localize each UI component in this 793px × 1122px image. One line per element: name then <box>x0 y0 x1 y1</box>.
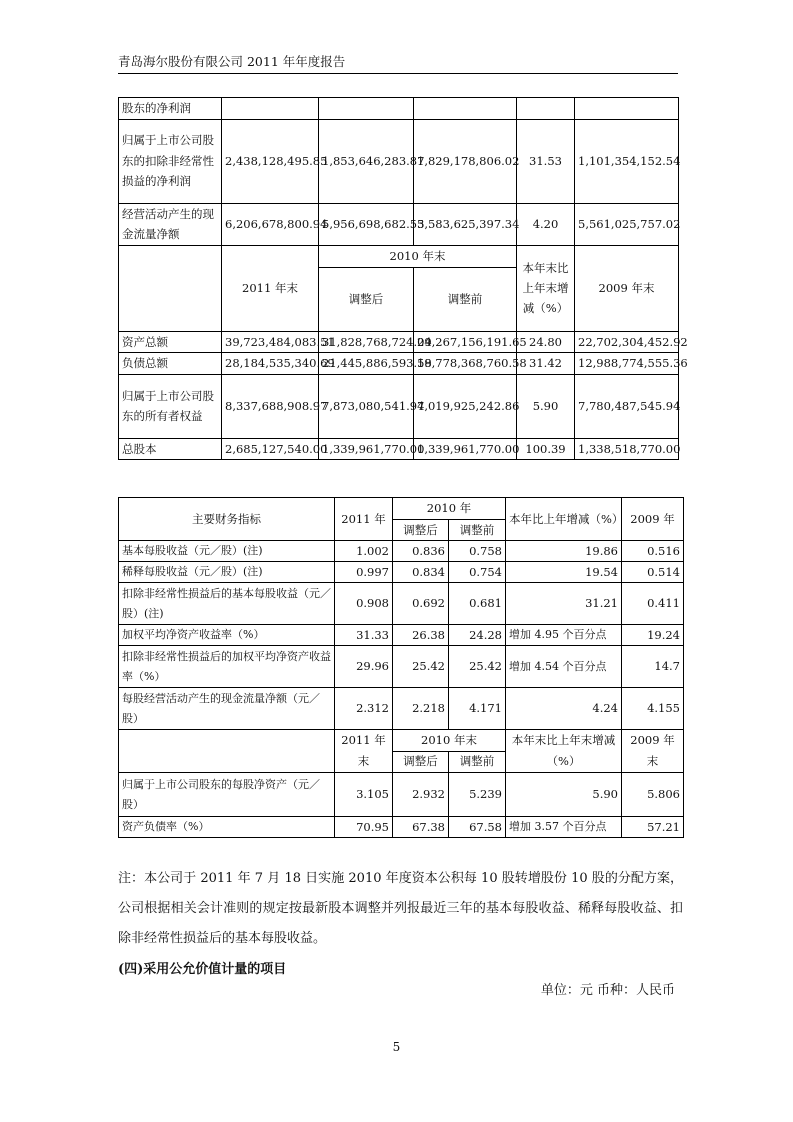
cell-value: 1.002 <box>335 541 393 562</box>
cell-value: 0.997 <box>335 562 393 583</box>
cell-value: 39,723,484,083.51 <box>222 331 319 353</box>
cell-value: 3.105 <box>335 773 393 817</box>
cell-value: 增加 4.54 个百分点 <box>506 646 622 688</box>
cell-value: 0.908 <box>335 583 393 625</box>
cell-value: 1,338,518,770.00 <box>575 438 679 460</box>
col-change: 本年末比上年末增减（%） <box>506 730 622 773</box>
cell-value: 2,438,128,495.85 <box>222 119 319 203</box>
row-label: 资产负债率（%） <box>119 817 335 838</box>
row-label: 负债总额 <box>119 353 222 375</box>
row-label: 每股经营活动产生的现金流量净额（元／股） <box>119 688 335 730</box>
table-header-row <box>119 245 679 267</box>
col-indicator: 主要财务指标 <box>119 498 335 541</box>
row-label: 归属于上市公司股东的每股净资产（元／股） <box>119 773 335 817</box>
cell-value: 5,583,625,397.34 <box>414 203 517 245</box>
row-label: 稀释每股收益（元／股）(注) <box>119 562 335 583</box>
row-label: 经营活动产生的现金流量净额 <box>119 203 222 245</box>
financial-data-table <box>118 97 688 460</box>
cell-value: 8,337,688,908.97 <box>222 374 319 438</box>
cell-value: 1,101,354,152.54 <box>575 119 679 203</box>
cell-value: 0.692 <box>393 583 449 625</box>
table-row <box>119 562 684 583</box>
table-row <box>119 773 684 817</box>
cell-value: 2.312 <box>335 688 393 730</box>
cell-value: 57.21 <box>622 817 684 838</box>
cell-value: 19.54 <box>506 562 622 583</box>
col-2011-end: 2011 年末 <box>222 245 319 331</box>
cell-value: 0.754 <box>449 562 506 583</box>
section-title: (四)采用公允价值计量的项目 <box>118 962 287 977</box>
cell-value: 26.38 <box>393 625 449 646</box>
cell-value: 21,445,886,593.58 <box>319 353 414 375</box>
row-label: 资产总额 <box>119 331 222 353</box>
eps-note: 注：本公司于 2011 年 7 月 18 日实施 2010 年度资本公积每 10 股转增股份 10 股的分配方案，公司根据相关会计准则的规定按最新股本调整并列报最近三年的基本每股收益、稀释每股收益、扣除非经常性损益后的基本每股收益。 <box>118 871 683 946</box>
cell-value: 70.95 <box>335 817 393 838</box>
cell-value: 0.516 <box>622 541 684 562</box>
col-2011: 2011 年 <box>335 498 393 541</box>
cell-value: 29.96 <box>335 646 393 688</box>
table-header-row <box>119 498 684 520</box>
report-header: 青岛海尔股份有限公司 2011 年年度报告 <box>118 54 346 69</box>
cell-value: 1,853,646,283.87 <box>319 119 414 203</box>
row-label: 扣除非经常性损益后的加权平均净资产收益率（%） <box>119 646 335 688</box>
cell-value: 100.39 <box>517 438 575 460</box>
cell-value: 0.836 <box>393 541 449 562</box>
cell-value: 7,780,487,545.94 <box>575 374 679 438</box>
table-row <box>119 541 684 562</box>
row-label: 股东的净利润 <box>119 98 222 120</box>
cell-value: 2.932 <box>393 773 449 817</box>
cell-value: 6,206,678,800.94 <box>222 203 319 245</box>
cell-value: 7,873,080,541.94 <box>319 374 414 438</box>
cell-value: 24.28 <box>449 625 506 646</box>
cell-value: 31,828,768,724.04 <box>319 331 414 353</box>
header-divider <box>118 73 678 74</box>
cell-value: 4.155 <box>622 688 684 730</box>
cell-value: 67.38 <box>393 817 449 838</box>
cell-value: 28,184,535,340.69 <box>222 353 319 375</box>
cell-value: 增加 3.57 个百分点 <box>506 817 622 838</box>
cell-value: 31.21 <box>506 583 622 625</box>
col-adjusted-after: 调整后 <box>393 520 449 541</box>
cell-value: 5.806 <box>622 773 684 817</box>
cell-value: 4.24 <box>506 688 622 730</box>
table-row <box>119 203 679 245</box>
cell-value: 22,702,304,452.92 <box>575 331 679 353</box>
table-row <box>119 688 684 730</box>
table-row <box>119 331 679 353</box>
col-2010-end: 2010 年末 <box>393 730 506 752</box>
page-number: 5 <box>392 1040 401 1054</box>
col-adjusted-before: 调整前 <box>449 520 506 541</box>
cell-value: 1,829,178,806.02 <box>414 119 517 203</box>
cell-value: 0.681 <box>449 583 506 625</box>
cell-value: 4.171 <box>449 688 506 730</box>
cell-value: 31.33 <box>335 625 393 646</box>
cell-value: 5,956,698,682.53 <box>319 203 414 245</box>
unit-currency-line: 单位：元 币种：人民币 <box>540 983 675 998</box>
cell-value: 67.58 <box>449 817 506 838</box>
row-label: 总股本 <box>119 438 222 460</box>
table-row <box>119 98 679 120</box>
table-row <box>119 583 684 625</box>
cell-value: 0.514 <box>622 562 684 583</box>
table-row <box>119 374 679 438</box>
cell-value: 2,685,127,540.00 <box>222 438 319 460</box>
cell-value: 14.7 <box>622 646 684 688</box>
cell-value: 5.239 <box>449 773 506 817</box>
cell-value: 1,339,961,770.00 <box>319 438 414 460</box>
col-2011-end: 2011 年末 <box>335 730 393 773</box>
cell-value: 4.20 <box>517 203 575 245</box>
cell-value: 24.80 <box>517 331 575 353</box>
cell-value: 19.24 <box>622 625 684 646</box>
col-2009-end: 2009 年末 <box>622 730 684 773</box>
cell-value: 19.86 <box>506 541 622 562</box>
cell-value: 5.90 <box>517 374 575 438</box>
cell-value: 1,339,961,770.00 <box>414 438 517 460</box>
table-row <box>119 817 684 838</box>
cell-value: 7,019,925,242.86 <box>414 374 517 438</box>
cell-value: 19,778,368,760.58 <box>414 353 517 375</box>
key-indicators-table <box>118 497 684 838</box>
table-row <box>119 353 679 375</box>
col-change: 本年比上年增减（%） <box>506 498 622 541</box>
row-label: 归属于上市公司股东的所有者权益 <box>119 374 222 438</box>
cell-value: 5.90 <box>506 773 622 817</box>
col-adjusted-before: 调整前 <box>449 751 506 773</box>
table-header-row <box>119 730 684 752</box>
cell-value: 5,561,025,757.02 <box>575 203 679 245</box>
cell-value: 增加 4.95 个百分点 <box>506 625 622 646</box>
cell-value: 25.42 <box>393 646 449 688</box>
col-change: 本年末比上年末增减（%） <box>517 245 575 331</box>
row-label: 归属于上市公司股东的扣除非经常性损益的净利润 <box>119 119 222 203</box>
col-2010-end: 2010 年末 <box>319 245 517 267</box>
row-label: 基本每股收益（元／股）(注) <box>119 541 335 562</box>
table-row <box>119 438 679 460</box>
row-label: 扣除非经常性损益后的基本每股收益（元／股）(注) <box>119 583 335 625</box>
cell-value: 0.758 <box>449 541 506 562</box>
row-label: 加权平均净资产收益率（%） <box>119 625 335 646</box>
table-row <box>119 646 684 688</box>
cell-value: 31.53 <box>517 119 575 203</box>
cell-value: 12,988,774,555.36 <box>575 353 679 375</box>
col-2010: 2010 年 <box>393 498 506 520</box>
table-row <box>119 625 684 646</box>
col-2009-end: 2009 年末 <box>575 245 679 331</box>
col-adjusted-after: 调整后 <box>393 751 449 773</box>
table-row <box>119 119 679 203</box>
cell-value: 25.42 <box>449 646 506 688</box>
col-adjusted-before: 调整前 <box>414 267 517 331</box>
cell-value: 0.411 <box>622 583 684 625</box>
col-2009: 2009 年 <box>622 498 684 541</box>
cell-value: 2.218 <box>393 688 449 730</box>
cell-value: 31.42 <box>517 353 575 375</box>
cell-value: 0.834 <box>393 562 449 583</box>
cell-value: 29,267,156,191.65 <box>414 331 517 353</box>
col-adjusted-after: 调整后 <box>319 267 414 331</box>
